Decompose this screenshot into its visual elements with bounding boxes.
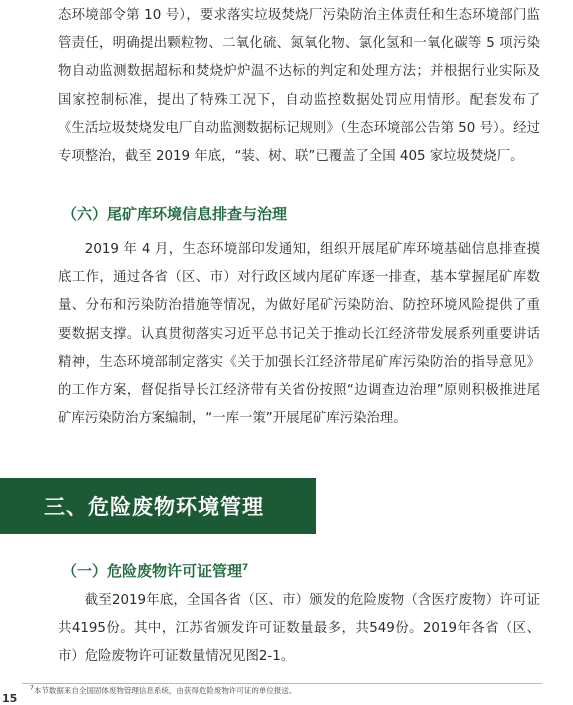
footnote-divider xyxy=(22,683,542,684)
intro-paragraph: 态环境部令第 10 号），要求落实垃圾焚烧厂污染防治主体责任和生态环境部门监管责任，明确提出颗粒物、二氧化硫、氮氧化物、氯化氢和一氧化碳等 5 项污染物自动监测数据超标和焚烧炉炉温不达标的判定和处理方法；并根据行业实际及国家控制标准，提出了特殊工况下，自动监控数据处罚应用情形。配套发布了《生活垃圾焚烧发电厂自动监测数据标记规则》（生态环境部公告第 50 号）。经过专项整治，截至 2019 年底，“装、树、联”已覆盖了全国 405 家垃圾焚烧厂。 xyxy=(58,8,540,165)
footnote-mark: 7 xyxy=(30,684,34,692)
section-heading-permits-text: （一）危险废物许可证管理 xyxy=(62,562,243,580)
chapter-banner xyxy=(0,478,316,534)
permits-paragraph: 截至2019年底，全国各省（区、市）颁发的危险废物（含医疗废物）许可证共4195份。其中，江苏省颁发许可证数量最多，共549份。2019年各省（区、市）危险废物许可证数量情况见图2-1。 xyxy=(58,593,540,665)
tailings-paragraph: 2019 年 4 月，生态环境部印发通知，组织开展尾矿库环境基础信息排查摸底工作，通过各省（区、市）对行政区域内尾矿库逐一排查，基本掌握尾矿库数量、分布和污染防治措施等情况，为做好尾矿污染防治、防控环境风险提供了重要数据支撑。认真贯彻落实习近平总书记关于推动长江经济带发展系列重要讲话精神，生态环境部制定落实《关于加强长江经济带尾矿库污染防治的指导意见》的工作方案，督促指导长江经济带有关省份按照“边调查边治理”原则积极推进尾矿库污染防治方案编制，“一库一策”开展尾矿库污染治理。 xyxy=(58,242,540,427)
footnote-reference[interactable]: 7 xyxy=(242,563,249,573)
section-heading-permits xyxy=(62,557,248,585)
footnote xyxy=(30,686,296,696)
page-number: 15 xyxy=(2,692,18,705)
footnote-text: 本节数据来自全国固体废物管理信息系统，由获得危险废物许可证的单位报送。 xyxy=(33,686,297,695)
section-heading-tailings: （六）尾矿库环境信息排查与治理 xyxy=(62,205,288,223)
chapter-title: 三、危险废物环境管理 xyxy=(44,495,264,519)
